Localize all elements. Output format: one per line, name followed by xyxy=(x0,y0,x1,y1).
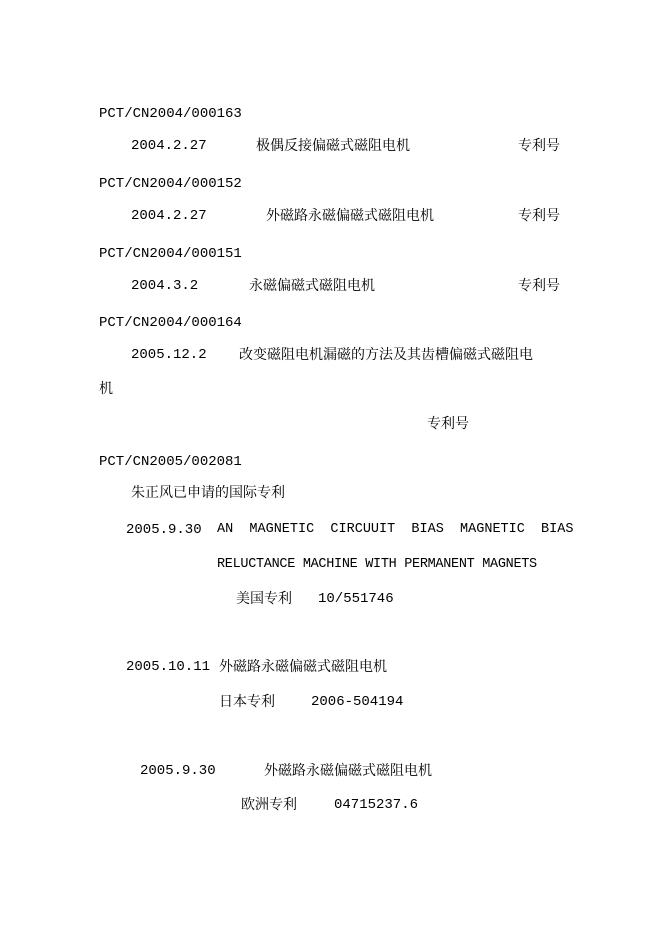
patent-title: 外磁路永磁偏磁式磁阻电机 xyxy=(264,763,432,779)
patent-title: 外磁路永磁偏磁式磁阻电机 xyxy=(219,659,387,675)
patent-number-label: 专利号 xyxy=(427,416,469,432)
patent-number: 04715237.6 xyxy=(334,797,419,813)
patent-title: 永磁偏磁式磁阻电机 xyxy=(249,278,375,294)
patent-country: 日本专利 xyxy=(219,694,275,710)
patent-country: 美国专利 xyxy=(236,591,292,607)
pct-number: PCT/CN2004/000164 xyxy=(99,315,242,331)
patent-title: 极偶反接偏磁式磁阻电机 xyxy=(256,138,410,154)
patent-date: 2004.2.27 xyxy=(131,138,207,154)
patent-date: 2004.3.2 xyxy=(131,278,199,294)
patent-title: AN MAGNETIC CIRCUUIT BIAS MAGNETIC BIAS xyxy=(217,522,574,537)
patent-title-continued: 机 xyxy=(99,381,113,397)
patent-date: 2004.2.27 xyxy=(131,208,207,224)
patent-number-label: 专利号 xyxy=(518,208,560,224)
patent-title: 改变磁阻电机漏磁的方法及其齿槽偏磁式磁阻电 xyxy=(239,347,533,363)
patent-title-continued: RELUCTANCE MACHINE WITH PERMANENT MAGNETS xyxy=(217,557,537,572)
pct-number: PCT/CN2004/000163 xyxy=(99,106,242,122)
patent-title: 外磁路永磁偏磁式磁阻电机 xyxy=(266,208,434,224)
patent-country: 欧洲专利 xyxy=(241,797,297,813)
patent-number-label: 专利号 xyxy=(518,138,560,154)
pct-number: PCT/CN2005/002081 xyxy=(99,454,242,470)
patent-number-label: 专利号 xyxy=(518,278,560,294)
patent-date: 2005.12.2 xyxy=(131,347,207,363)
section-heading: 朱正风已申请的国际专利 xyxy=(131,485,285,501)
patent-number: 10/551746 xyxy=(318,591,394,607)
patent-date: 2005.10.11 xyxy=(126,659,211,675)
pct-number: PCT/CN2004/000151 xyxy=(99,246,242,262)
patent-date: 2005.9.30 xyxy=(126,522,202,538)
patent-date: 2005.9.30 xyxy=(140,763,216,779)
patent-number: 2006-504194 xyxy=(311,694,404,710)
pct-number: PCT/CN2004/000152 xyxy=(99,176,242,192)
